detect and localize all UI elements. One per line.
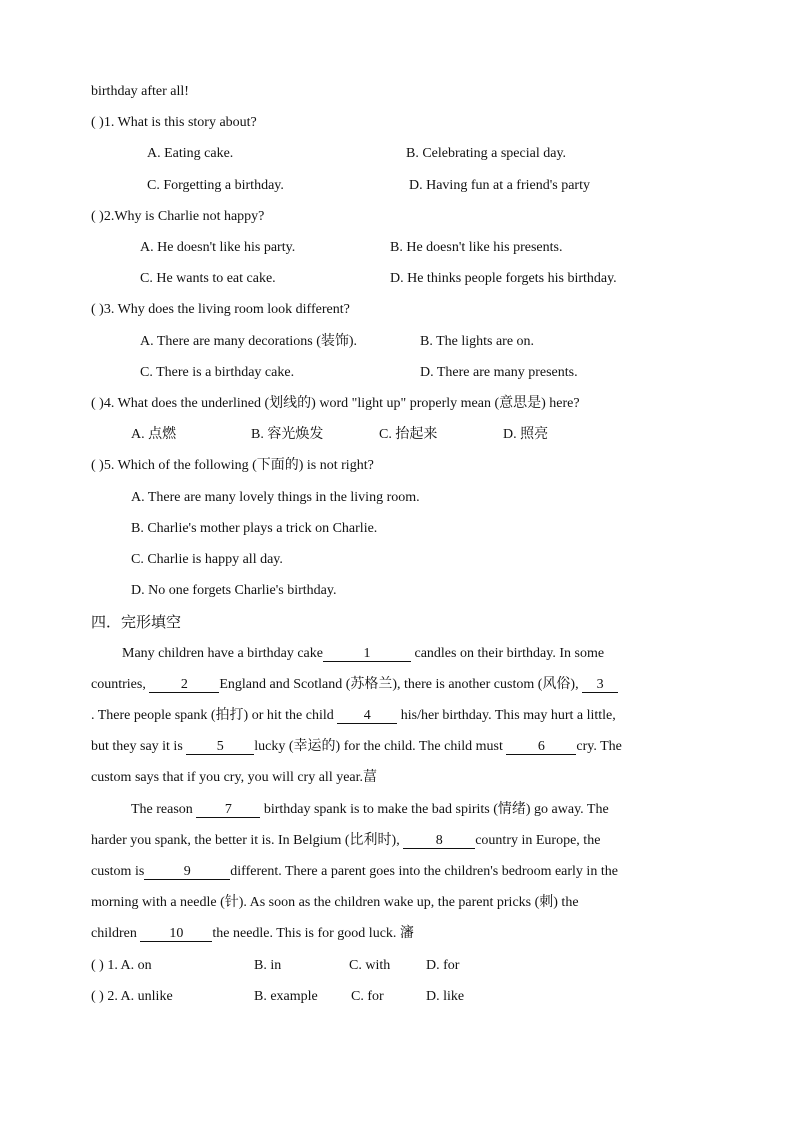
q4-option-b: B. 容光焕发: [251, 427, 324, 442]
q1-option-b: B. Celebrating a special day.: [406, 146, 567, 161]
cloze-line: children 10 the needle. This is for good luck. 瀋: [91, 926, 414, 941]
cloze-line: . There people spank (拍打) or hit the child 4 his/her birthday. This may hurt a little,: [91, 708, 616, 723]
cloze-option-1-stem: ( ) 1. A. on: [91, 958, 152, 973]
blank-8: 8: [403, 833, 475, 849]
cloze-option-1-d: D. for: [426, 958, 460, 973]
q2-option-c: C. He wants to eat cake.: [140, 271, 276, 286]
blank-3: 3: [582, 677, 618, 693]
q4-option-d: D. 照亮: [503, 427, 549, 442]
cloze-option-2-d: D. like: [426, 989, 465, 1004]
cloze-line: Many children have a birthday cake 1 candles on their birthday. In some: [122, 646, 605, 661]
cloze-option-2-b: B. example: [254, 989, 318, 1004]
cloze-line: custom says that if you cry, you will cry all year.葍: [91, 770, 378, 785]
cloze-option-2-stem: ( ) 2. A. unlike: [91, 989, 173, 1004]
blank-7: 7: [196, 802, 260, 818]
question-4-stem: ( )4. What does the underlined (划线的) word "light up" properly mean (意思是) here?: [91, 396, 580, 411]
q1-option-c: C. Forgetting a birthday.: [147, 178, 284, 193]
q3-option-c: C. There is a birthday cake.: [140, 365, 295, 380]
q4-option-a: A. 点燃: [131, 427, 177, 442]
blank-4: 4: [337, 708, 397, 724]
question-5-stem: ( )5. Which of the following (下面的) is not right?: [91, 458, 374, 473]
cloze-line: custom is 9 different. There a parent goes into the children's bedroom early in the: [91, 864, 618, 879]
q3-option-d: D. There are many presents.: [420, 365, 578, 380]
q2-option-a: A. He doesn't like his party.: [140, 240, 296, 255]
cloze-line: countries, 2 England and Scotland (苏格兰), there is another custom (风俗), 3: [91, 676, 618, 694]
question-1-stem: ( )1. What is this story about?: [91, 115, 257, 130]
q3-option-b: B. The lights are on.: [420, 334, 535, 349]
cloze-line: but they say it is 5 lucky (幸运的) for the child. The child must 6 cry. The: [91, 739, 622, 754]
blank-9: 9: [144, 864, 230, 880]
blank-1: 1: [323, 646, 411, 662]
cloze-line: The reason 7 birthday spank is to make the bad spirits (情绪) go away. The: [131, 802, 609, 817]
q1-option-d: D. Having fun at a friend's party: [409, 178, 590, 193]
question-3-stem: ( )3. Why does the living room look different?: [91, 302, 350, 317]
q5-option-a: A. There are many lovely things in the living room.: [131, 490, 420, 505]
q2-option-d: D. He thinks people forgets his birthday.: [390, 271, 617, 286]
cloze-line: morning with a needle (针). As soon as the children wake up, the parent pricks (刺) the: [91, 895, 579, 910]
q2-option-b: B. He doesn't like his presents.: [390, 240, 563, 255]
question-2-stem: ( )2.Why is Charlie not happy?: [91, 209, 265, 224]
q5-option-d: D. No one forgets Charlie's birthday.: [131, 583, 337, 598]
q5-option-b: B. Charlie's mother plays a trick on Charlie.: [131, 521, 378, 536]
cloze-option-1-b: B. in: [254, 958, 282, 973]
cloze-option-2-c: C. for: [351, 989, 384, 1004]
q1-option-a: A. Eating cake.: [147, 146, 234, 161]
blank-5: 5: [186, 739, 254, 755]
cloze-option-1-c: C. with: [349, 958, 391, 973]
blank-10: 10: [140, 926, 212, 942]
blank-2: 2: [149, 677, 219, 693]
q3-option-a: A. There are many decorations (装饰).: [140, 334, 358, 349]
q5-option-c: C. Charlie is happy all day.: [131, 552, 283, 567]
text-line: birthday after all!: [91, 84, 189, 99]
cloze-line: harder you spank, the better it is. In Belgium (比利时), 8 country in Europe, the: [91, 833, 601, 848]
q4-option-c: C. 抬起来: [379, 427, 438, 442]
section-heading: 四．完形填空: [91, 613, 182, 631]
blank-6: 6: [506, 739, 576, 755]
